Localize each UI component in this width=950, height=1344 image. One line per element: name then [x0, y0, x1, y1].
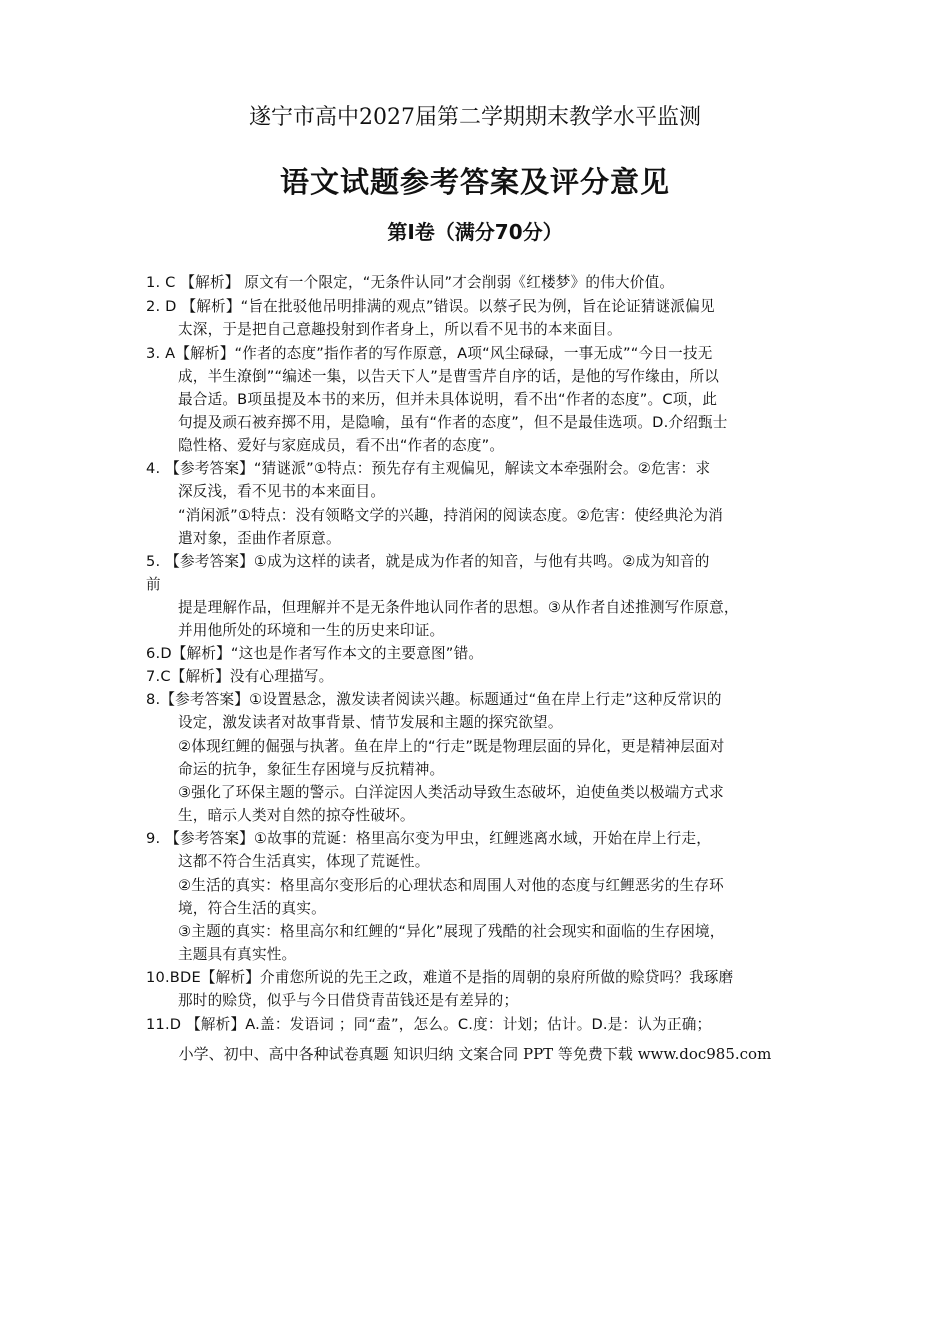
answer-line: 2. D 【解析】“旨在批驳他吊明排满的观点”错误。以蔡孑民为例，旨在论证猜谜派偏见 — [146, 298, 715, 315]
answer-line: 命运的抗争，象征生存困境与反抗精神。 — [178, 761, 445, 778]
answer-line: 1. C 【解析】 原文有一个限定，“无条件认同”才会削弱《红楼梦》的伟大价值。 — [146, 274, 675, 291]
answer-line: 境，符合生活的真实。 — [178, 900, 326, 917]
answer-line: 句提及顽石被弃掷不用，是隐喻，虽有“作者的态度”，但不是最佳选项。D.介绍甄士 — [178, 414, 728, 431]
answer-line: 前 — [146, 576, 161, 593]
section-title: 第Ⅰ卷（满分70分） — [387, 220, 563, 244]
answer-line: 那时的赊贷，似乎与今日借贷青苗钱还是有差异的； — [178, 992, 519, 1009]
answer-line: 设定，激发读者对故事背景、情节发展和主题的探究欲望。 — [178, 714, 563, 731]
exam-title: 遂宁市高中2027届第二学期期末教学水平监测 — [249, 105, 701, 130]
answer-line: 主题具有真实性。 — [178, 946, 297, 963]
answer-line: 最合适。B项虽提及本书的来历，但并未具体说明，看不出“作者的态度”。C项，此 — [178, 391, 718, 408]
answer-line: ③主题的真实：格里高尔和红鲤的“异化”展现了残酷的社会现实和面临的生存困境， — [178, 923, 725, 940]
answer-line: 9. 【参考答案】①故事的荒诞：格里高尔变为甲虫，红鲤逃离水域，开始在岸上行走， — [146, 830, 712, 847]
answer-line: 深反浅，看不见书的本来面目。 — [178, 483, 386, 500]
answer-line: “消闲派”①特点：没有领略文学的兴趣，持消闲的阅读态度。②危害：使经典沦为消 — [178, 507, 724, 524]
answer-line: 提是理解作品，但理解并不是无条件地认同作者的思想。③从作者自述推测写作原意， — [178, 599, 739, 616]
answer-line: ②体现红鲤的倔强与执著。鱼在岸上的“行走”既是物理层面的异化，更是精神层面对 — [178, 738, 725, 755]
answer-line: 10.BDE【解析】介甫您所说的先王之政，难道不是指的周朝的泉府所做的赊贷吗？我琢磨 — [146, 969, 734, 986]
answer-line: 8.【参考答案】①设置悬念，激发读者阅读兴趣。标题通过“鱼在岸上行走”这种反常识的 — [146, 691, 722, 708]
answer-line: 并用他所处的环境和一生的历史来印证。 — [178, 622, 445, 639]
answer-line: 这都不符合生活真实，体现了荒诞性。 — [178, 853, 430, 870]
answer-line: 成，半生潦倒”“编述一集，以告天下人”是曹雪芹自序的话，是他的写作缘由，所以 — [178, 368, 720, 385]
answer-line: 太深，于是把自己意趣投射到作者身上，所以看不见书的本来面目。 — [178, 321, 622, 338]
answer-line: 11.D 【解析】A.盖：发语词 ；同“盍”，怎么。C.度：计划；估计。D.是：认为正确； — [146, 1016, 712, 1033]
footer-download-note: 小学、初中、高中各种试卷真题 知识归纳 文案合同 PPT 等免费下载 www.doc985.com — [178, 1045, 772, 1063]
document-title: 语文试题参考答案及评分意见 — [279, 165, 670, 199]
answer-line: 3. A【解析】“作者的态度”指作者的写作原意，A项“风尘碌碌，一事无成”“今日一技无 — [146, 345, 713, 362]
answer-line: 隐性格、爱好与家庭成员，看不出“作者的态度”。 — [178, 437, 505, 454]
answer-line: 7.C【解析】没有心理描写。 — [146, 668, 334, 685]
answer-line: 6.D【解析】“这也是作者写作本文的主要意图”错。 — [146, 645, 484, 662]
answer-line: 生，暗示人类对自然的掠夺性破坏。 — [178, 807, 415, 824]
answer-line: ②生活的真实：格里高尔变形后的心理状态和周围人对他的态度与红鲤恶劣的生存环 — [178, 877, 724, 894]
answer-line: 5. 【参考答案】①成为这样的读者，就是成为作者的知音，与他有共鸣。②成为知音的 — [146, 553, 710, 570]
answer-line: 4. 【参考答案】“猜谜派”①特点：预先存有主观偏见，解读文本牵强附会。②危害：求 — [146, 460, 711, 477]
answer-line: ③强化了环保主题的警示。白洋淀因人类活动导致生态破坏，迫使鱼类以极端方式求 — [178, 784, 724, 801]
answer-line: 遣对象，歪曲作者原意。 — [178, 530, 341, 547]
